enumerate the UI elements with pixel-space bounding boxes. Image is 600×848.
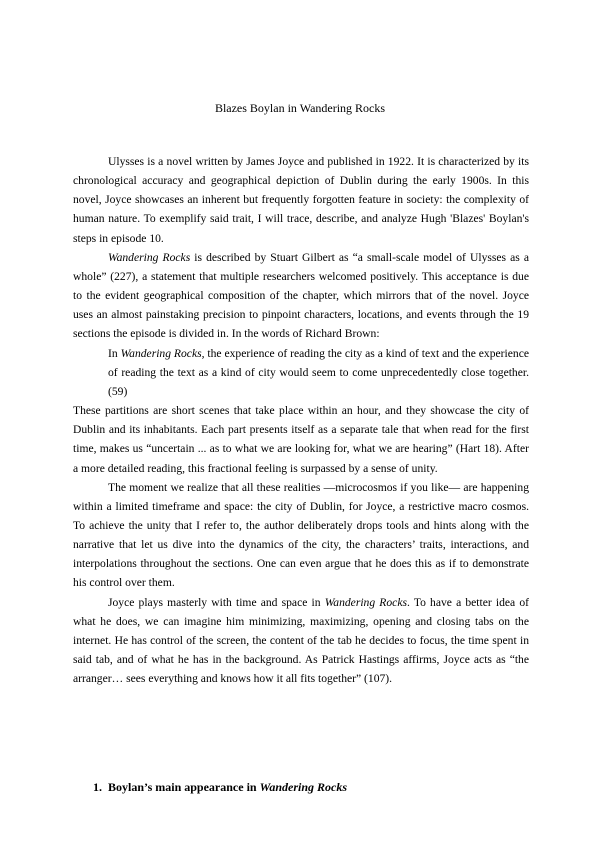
- block-quote: [108, 344, 529, 401]
- paragraph-3: These partitions are short scenes that take place within an hour, and they showcase the city of Dublin and its inhabitants. Each part presents itself as a separate tale that when read for the first time, makes us “uncertain ... as to what we are looking for, what we are hearing” (Hart 18). After a more detailed reading, this fractional feeling is surpassed by a sense of unity.: [73, 404, 529, 475]
- paragraph-1: Ulysses is a novel written by James Joyce and published in 1922. It is characterized by its chronological accuracy and geographical depiction of Dublin during the early 1900s. In this novel, Joyce showcases an inherent but frequently forgotten feature in society: the complexity of human nature. To exemplify said trait, I will trace, describe, and analyze Hugh 'Blazes' Boylan's steps in episode 10.: [73, 155, 529, 245]
- paragraph-4: The moment we realize that all these realities —microcosmos if you like— are happening within a limited timeframe and space: the city of Dublin, for Joyce, a restrictive macro cosmos. To achieve the unity that I refer to, the author deliberately drops tools and hints along with the narrative that let us dive into the dynamics of the city, the characters’ traits, interactions, and interpolations throughout the sections. One can even argue that he does this as if to demonstrate his control over them.: [73, 480, 529, 590]
- section-heading-text: Boylan’s main appearance in: [108, 780, 260, 794]
- paragraph-2-italic: Wandering Rocks: [108, 250, 191, 264]
- paragraph-5-lead: Joyce plays masterly with time and space in: [108, 595, 325, 609]
- section-heading-number: 1.: [93, 780, 102, 794]
- paragraph-5-italic: Wandering Rocks: [324, 595, 407, 609]
- document-body: [73, 152, 529, 688]
- document-title: Blazes Boylan in Wandering Rocks: [214, 101, 386, 115]
- block-quote-italic: Wandering Rocks,: [120, 346, 205, 360]
- paragraph-2: [73, 248, 529, 344]
- block-quote-text: the experience of reading the city as a kind of text and the experience of reading the text as a kind of city would seem to come unprecedentedly close together. (59): [108, 346, 529, 398]
- block-quote-lead: In: [108, 346, 121, 360]
- paragraph-2-text: is described by Stuart Gilbert as “a small-scale model of Ulysses as a whole” (227), a statement that multiple researchers welcomed positively. This acceptance is due to the evident geographical composition of the chapter, which mirrors that of the novel. Joyce uses an almost painstaking precision to pinpoint characters, locations, and events through the 19 sections the episode is divided in. In the words of Richard Brown:: [73, 250, 529, 341]
- section-heading-italic: Wandering Rocks: [259, 780, 348, 794]
- section-heading: [93, 779, 347, 795]
- paragraph-5: [73, 593, 529, 689]
- paragraph-5-text: . To have a better idea of what he does, we can imagine him minimizing, maximizing, opening and closing tabs on the internet. He has control of the screen, the content of the tab he decides to focus, the time spent in said tab, and of what he has in the background. As Patrick Hastings affirms, Joyce acts as “the arranger… sees everything and knows how it all fits together” (107).: [73, 595, 530, 686]
